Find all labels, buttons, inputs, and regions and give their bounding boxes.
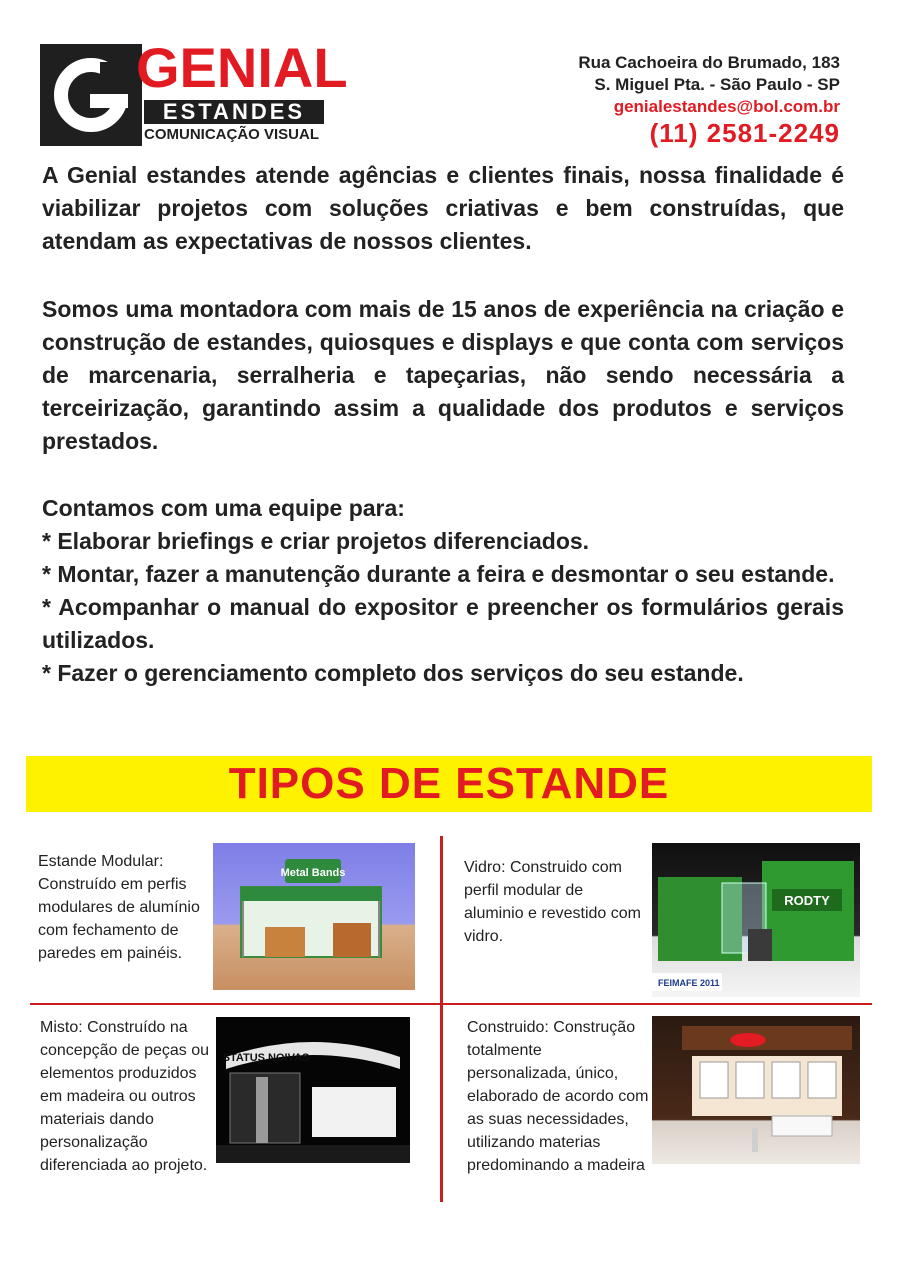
service-item: * Montar, fazer a manutenção durante a feira e desmontar o seu estande.: [42, 561, 835, 587]
stand-custom-description: Construido: Construção totalmente personalizada, único, elaborado de acordo com as suas necessidades, utilizando materias predominando a madeira: [467, 1019, 649, 1174]
grid-divider-vertical: [440, 836, 443, 1202]
email-link[interactable]: genialestandes@bol.com.br: [613, 97, 840, 116]
logo-g-mark-icon: [40, 44, 142, 146]
contact-block: [578, 52, 840, 148]
services-section: [42, 492, 844, 690]
address-line-2: S. Miguel Pta. - São Paulo - SP: [594, 75, 840, 94]
phone-number[interactable]: (11) 2581-2249: [649, 118, 840, 148]
stand-glass-image: [652, 843, 860, 997]
logo-tagline: COMUNICAÇÃO VISUAL: [144, 126, 319, 143]
logo-subtitle: ESTANDES: [144, 100, 324, 124]
stand-mixed-description: Misto: Construído na concepção de peças ou elementos produzidos em madeira ou outros materiais dando personalização diferenciada ao projeto.: [40, 1019, 210, 1174]
services-heading: Contamos com uma equipe para:: [42, 495, 405, 521]
stand-types-banner: TIPOS DE ESTANDE: [26, 756, 872, 812]
image-sign-text: STATUS NOIVAS: [222, 1052, 310, 1064]
stand-modular-description: Estande Modular: Construído em perfis modulares de alumínio com fechamento de paredes em painéis.: [38, 853, 200, 962]
service-item: * Elaborar briefings e criar projetos diferenciados.: [42, 528, 590, 554]
address-line-1: Rua Cachoeira do Brumado, 183: [578, 53, 840, 72]
stand-custom-image: [652, 1016, 860, 1164]
stand-mixed-image: [216, 1017, 410, 1163]
stand-modular-image: [213, 843, 415, 990]
intro-paragraph-1: A Genial estandes atende agências e clientes finais, nossa finalidade é viabilizar projetos com soluções criativas e bem construídas, que atendam as expectativas de nossos clientes.: [42, 162, 844, 254]
logo-wordmark: GENIAL: [136, 36, 348, 99]
image-sign-text: Metal Bands: [280, 867, 346, 879]
service-item: * Fazer o gerenciamento completo dos serviços do seu estande.: [42, 660, 744, 686]
service-item: * Acompanhar o manual do expositor e preencher os formulários gerais utilizados.: [42, 594, 844, 653]
fair-logo-text: FEIMAFE 2011: [658, 978, 720, 988]
stand-glass-description: Vidro: Construido com perfil modular de aluminio e revestido com vidro.: [464, 859, 641, 945]
grid-divider-horizontal: [30, 1003, 872, 1005]
intro-paragraph-2: Somos uma montadora com mais de 15 anos de experiência na criação e construção de estandes, quiosques e displays e que conta com serviços de marcenaria, serralheria e tapeçarias, não sendo necessária a terceirização, garantindo assim a qualidade dos produtos e serviços prestados.: [42, 296, 844, 454]
image-sign-text: RODTY: [784, 893, 830, 908]
company-logo: [40, 36, 348, 148]
